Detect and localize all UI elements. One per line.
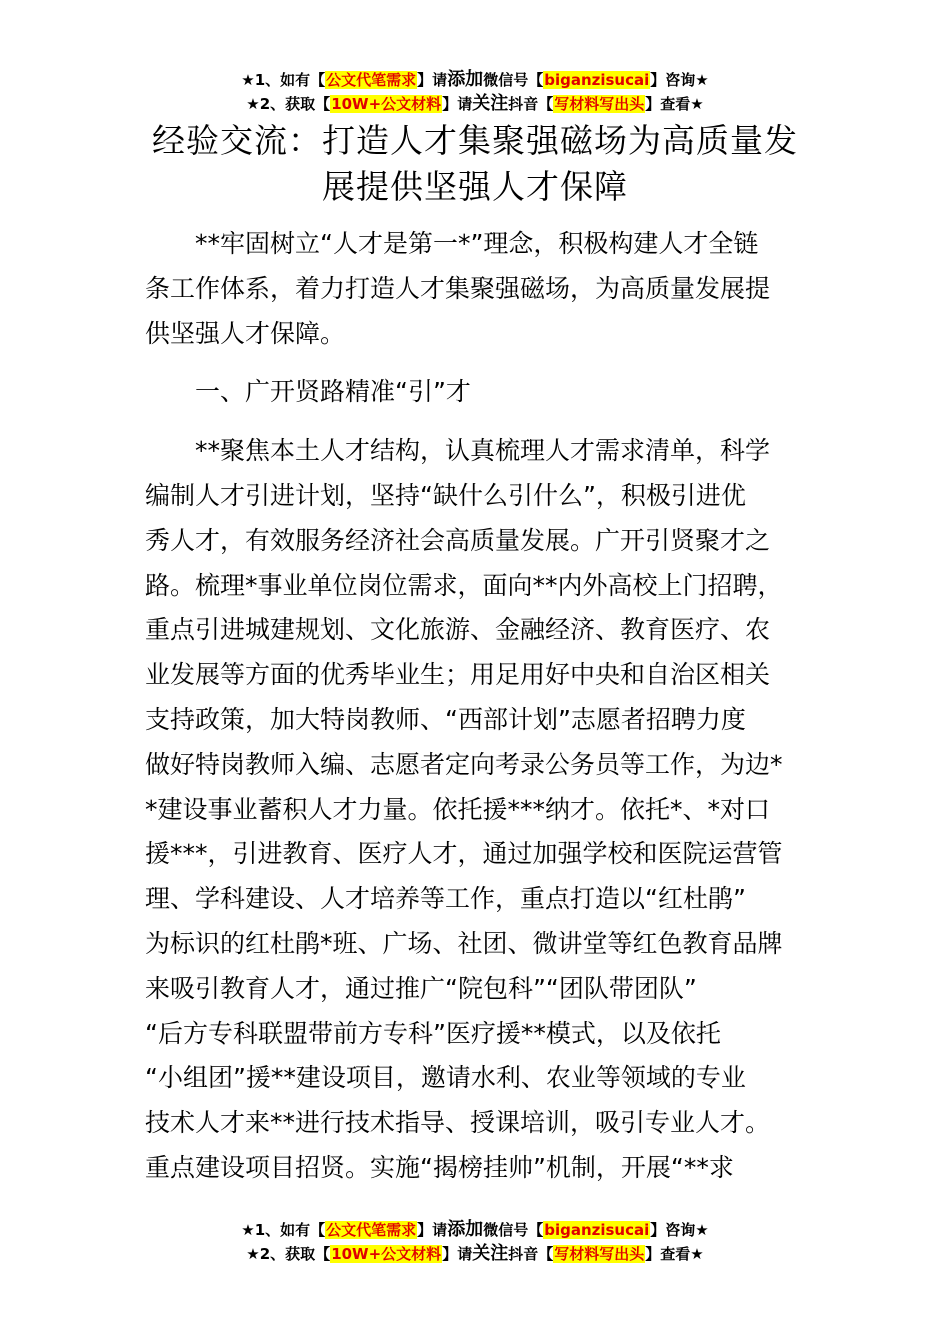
banner-text: 】请 [417, 1221, 448, 1239]
banner-text: ★1、如有【 [241, 1221, 326, 1239]
paragraph-line: 重点建设项目招贤。实施“揭榜挂帅”机制，开展“**求 [145, 1152, 734, 1182]
banner-douyin-id: 写材料写出头 [554, 1245, 645, 1263]
paragraph-line: 支持政策，加大特岗教师、“西部计划”志愿者招聘力度 [145, 704, 746, 734]
banner-line-2 [0, 1242, 950, 1266]
banner-text: 】咨询★ [650, 71, 709, 89]
banner-line-1 [0, 68, 950, 92]
banner-highlight: 10W+公文材料 [331, 1245, 442, 1263]
banner-text: ★2、获取【 [246, 95, 331, 113]
paragraph-line: 路。梳理*事业单位岗位需求，面向**内外高校上门招聘， [145, 570, 783, 600]
banner-text: 】查看★ [645, 95, 704, 113]
paragraph-line: “后方专科联盟带前方专科”医疗援**模式，以及依托 [145, 1018, 721, 1048]
document-title [145, 118, 805, 210]
banner-wechat-id: biganzisucai [544, 71, 650, 89]
banner-emphasis: 关注 [472, 93, 509, 114]
paragraph-line: 供坚强人才保障。 [145, 318, 346, 348]
banner-line-2 [0, 92, 950, 116]
banner-text: 微信号【 [483, 71, 544, 89]
banner-highlight: 10W+公文材料 [331, 95, 442, 113]
banner-douyin-id: 写材料写出头 [554, 95, 645, 113]
banner-text: 】请 [417, 71, 448, 89]
banner-highlight: 公文代笔需求 [326, 1221, 417, 1239]
paragraph-line: *建设事业蓄积人才力量。依托援***纳才。依托*、*对口 [145, 794, 771, 824]
title-line-1: 经验交流：打造人才集聚强磁场为高质量发 [152, 121, 798, 160]
banner-highlight: 公文代笔需求 [326, 71, 417, 89]
paragraph-line: 为标识的红杜鹃*班、广场、社团、微讲堂等红色教育品牌 [145, 928, 783, 958]
banner-text: 抖音【 [508, 95, 554, 113]
paragraph-line: **牢固树立“人才是第一*”理念，积极构建人才全链 [145, 229, 759, 258]
paragraph-line: 业发展等方面的优秀毕业生；用足用好中央和自治区相关 [145, 660, 771, 690]
document-body [145, 222, 809, 1191]
paragraph-line: 编制人才引进计划，坚持“缺什么引什么”，积极引进优 [145, 480, 746, 510]
paragraph-line: **聚焦本土人才结构，认真梳理人才需求清单，科学 [145, 436, 771, 466]
paragraph-line: 重点引进城建规划、文化旅游、金融经济、教育医疗、农 [145, 615, 771, 645]
banner-text: 抖音【 [508, 1245, 554, 1263]
footer-banner [0, 1218, 950, 1266]
banner-text: 微信号【 [483, 1221, 544, 1239]
paragraph-line: 技术人才来**进行技术指导、授课培训，吸引专业人才。 [145, 1108, 771, 1138]
paragraph-line: 秀人才，有效服务经济社会高质量发展。广开引贤聚才之 [145, 525, 771, 555]
section-heading: 一、广开贤路精准“引”才 [145, 377, 471, 407]
paragraph-line: 援***，引进教育、医疗人才，通过加强学校和医院运营管 [145, 839, 783, 869]
banner-text: 】查看★ [645, 1245, 704, 1263]
banner-text: 】请 [442, 1245, 473, 1263]
paragraph-line: 理、学科建设、人才培养等工作，重点打造以“红杜鹃” [145, 884, 746, 914]
banner-emphasis: 添加 [447, 69, 484, 90]
paragraph-line: 来吸引教育人才，通过推广“院包科”“团队带团队” [145, 973, 697, 1003]
paragraph-line: “小组团”援**建设项目，邀请水利、农业等领域的专业 [145, 1063, 746, 1093]
banner-text: 】咨询★ [650, 1221, 709, 1239]
title-line-2: 展提供坚强人才保障 [322, 167, 628, 206]
banner-line-1 [0, 1218, 950, 1242]
paragraph-line: 做好特岗教师入编、志愿者定向考录公务员等工作，为边* [145, 749, 783, 779]
banner-emphasis: 添加 [447, 1219, 484, 1240]
header-banner [0, 68, 950, 116]
banner-wechat-id: biganzisucai [544, 1221, 650, 1239]
paragraph-line: 条工作体系，着力打造人才集聚强磁场，为高质量发展提 [145, 273, 771, 303]
banner-text: 】请 [442, 95, 473, 113]
banner-text: ★2、获取【 [246, 1245, 331, 1263]
banner-emphasis: 关注 [472, 1243, 509, 1264]
banner-text: ★1、如有【 [241, 71, 326, 89]
